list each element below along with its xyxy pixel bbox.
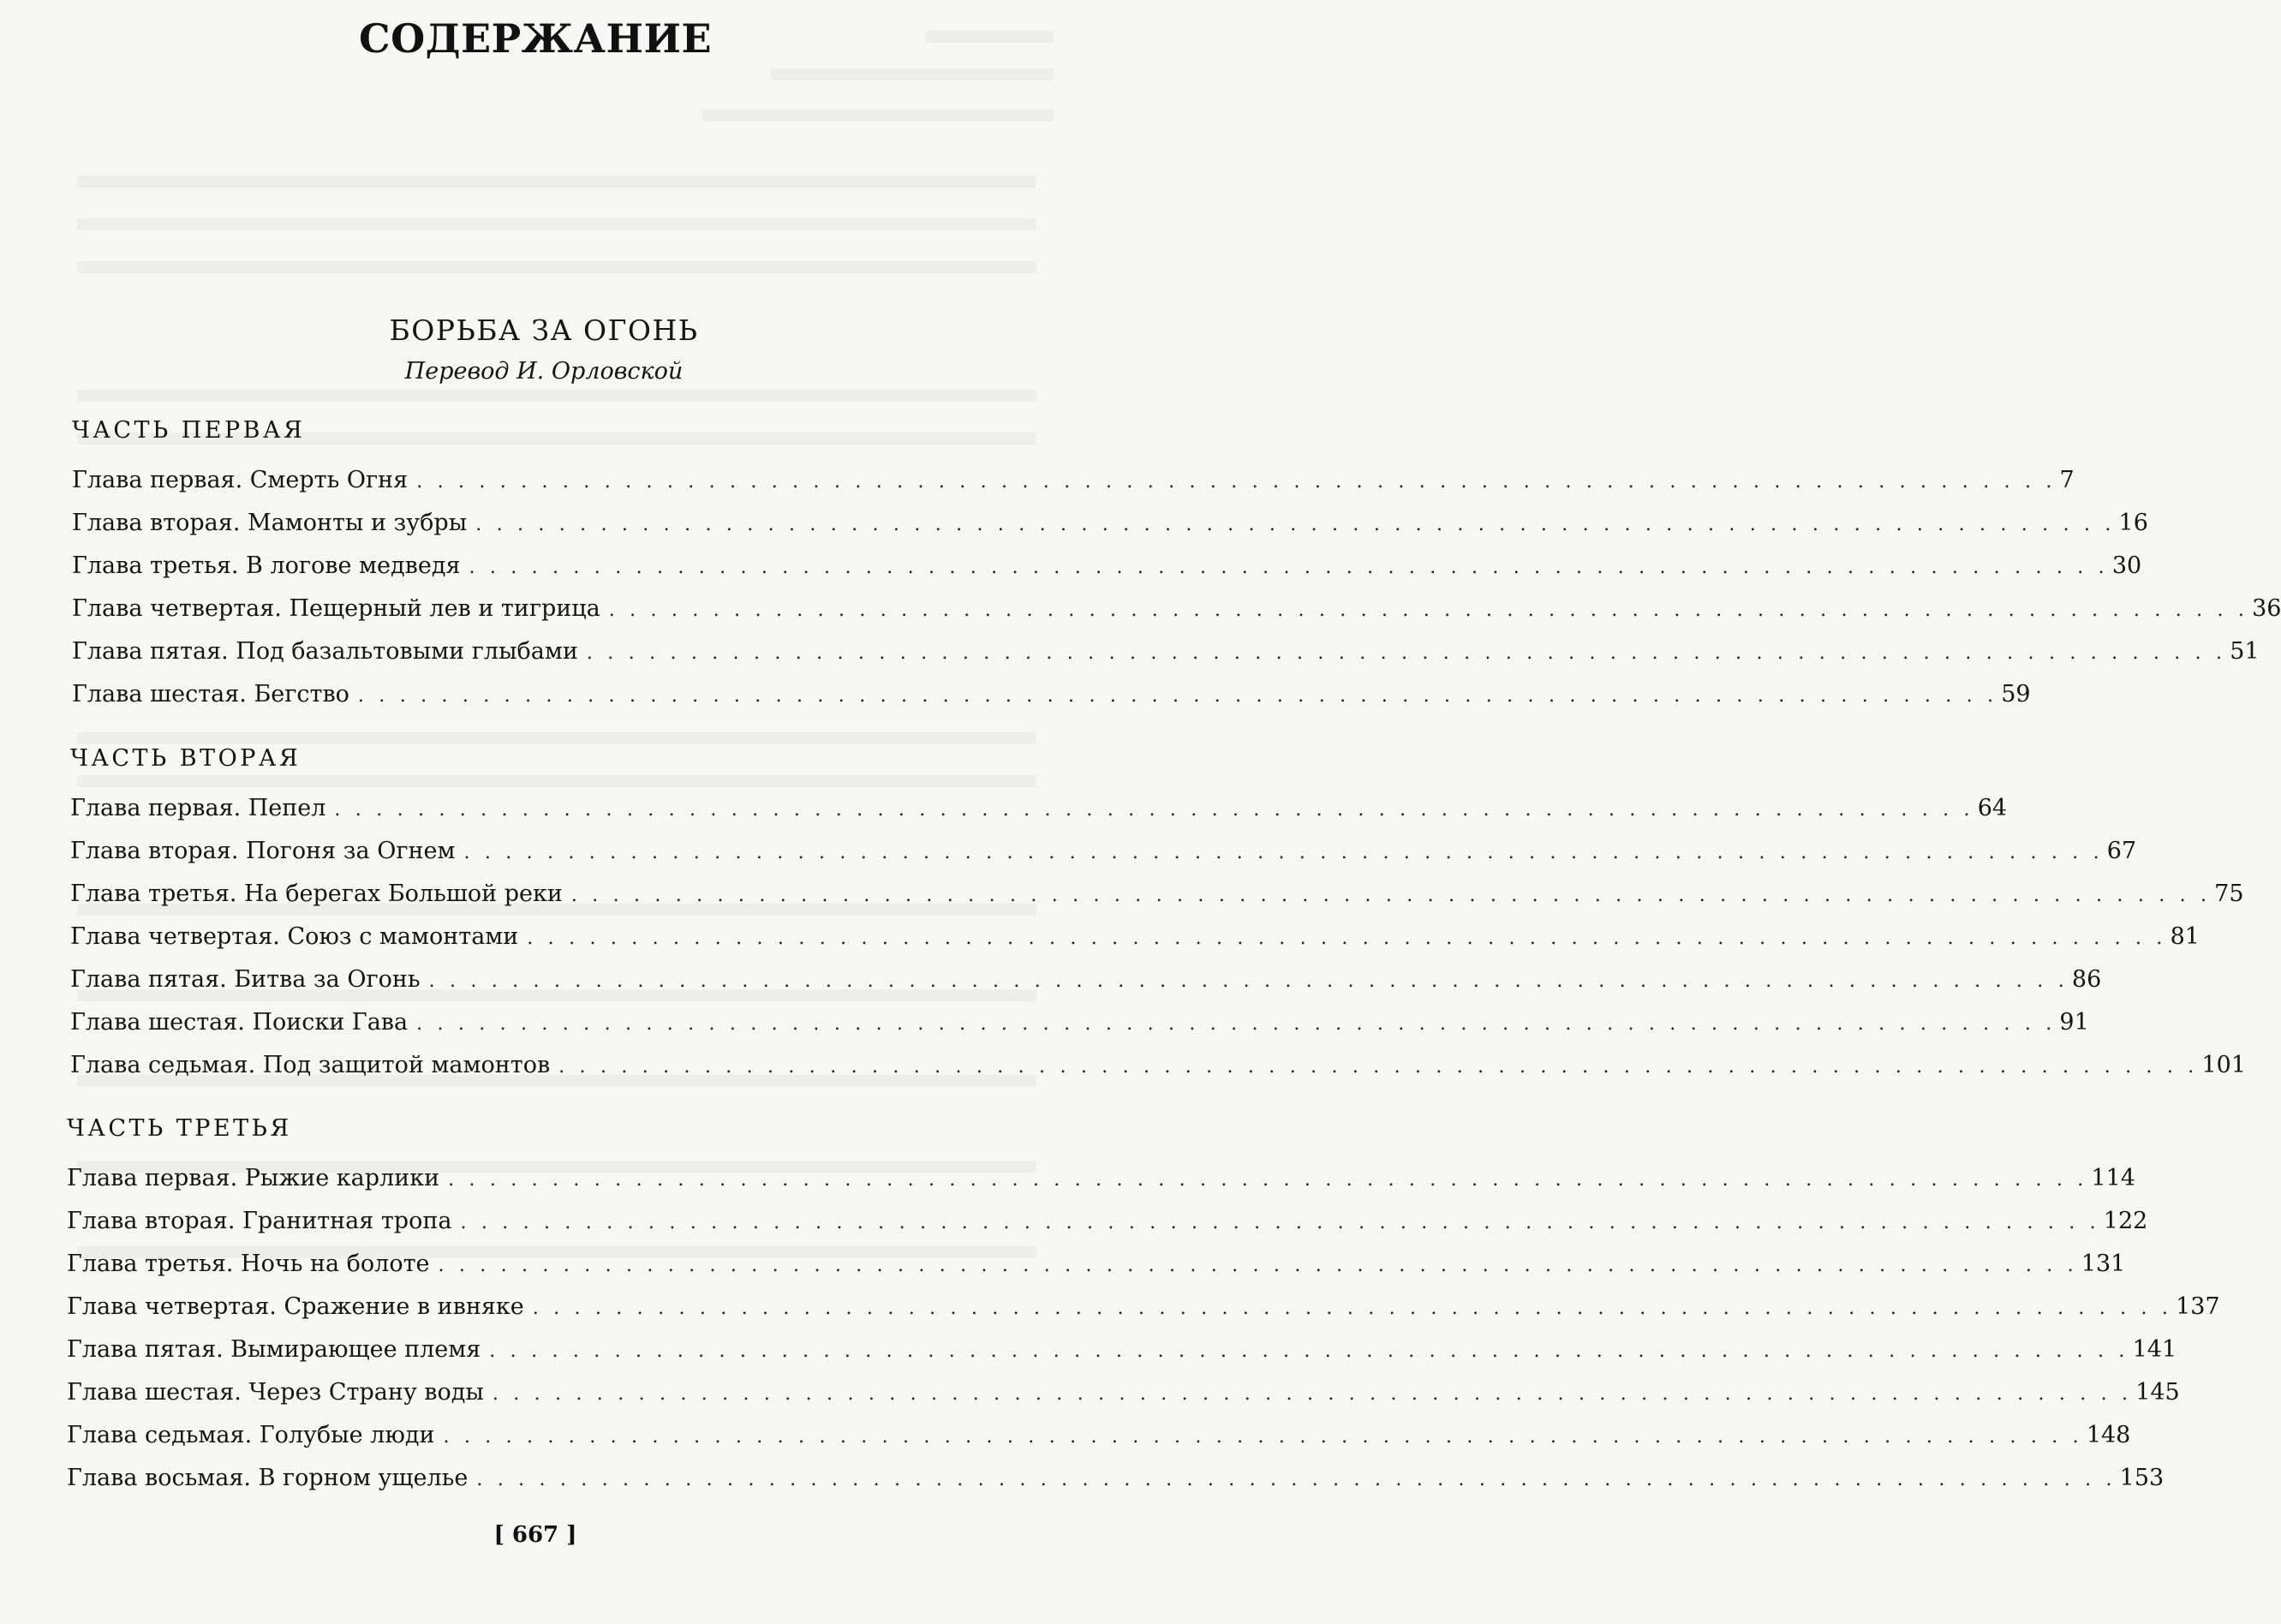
page-number: 36	[2252, 595, 2281, 622]
toc-entry[interactable]	[67, 1208, 2148, 1245]
leader-dots: . . . . . . . . . . . . . . . . . . . . . . . . . . . . . . . . . . . . . . . . . . . . . . . . . . . . . . . . . . . . . . . . . . . . . . . . . . . . . . .	[586, 642, 2227, 664]
page-number: 81	[2170, 923, 2200, 950]
part-heading: ЧАСТЬ ТРЕТЬЯ	[67, 1115, 292, 1142]
leader-dots: . . . . . . . . . . . . . . . . . . . . . . . . . . . . . . . . . . . . . . . . . . . . . . . . . . . . . . . . . . . . . . . . . . . . . . . . . . . . . . .	[489, 1340, 2129, 1362]
chapter-title: Глава первая. Рыжие карлики	[67, 1165, 440, 1191]
toc-entry[interactable]	[70, 838, 2137, 875]
leader-dots: . . . . . . . . . . . . . . . . . . . . . . . . . . . . . . . . . . . . . . . . . . . . . . . . . . . . . . . . . . . . . . . . . . . . . . . . . . . . . . .	[448, 1169, 2088, 1191]
page-title: СОДЕРЖАНИЕ	[358, 15, 713, 62]
page-number: 86	[2071, 966, 2102, 993]
page-number: 59	[2001, 681, 2031, 708]
chapter-title: Глава пятая. Битва за Огонь	[70, 966, 421, 993]
chapter-title: Глава седьмая. Под защитой мамонтов	[70, 1052, 551, 1078]
chapter-title: Глава третья. На берегах Большой реки	[70, 881, 563, 907]
toc-entry[interactable]	[72, 510, 2148, 547]
leader-dots: . . . . . . . . . . . . . . . . . . . . . . . . . . . . . . . . . . . . . . . . . . . . . . . . . . . . . . . . . . . . . . . . . . . . . . . . . . . . . . .	[469, 557, 2109, 578]
chapter-title: Глава восьмая. В горном ущелье	[67, 1465, 469, 1491]
chapter-title: Глава третья. Ночь на болоте	[67, 1251, 430, 1277]
leader-dots: . . . . . . . . . . . . . . . . . . . . . . . . . . . . . . . . . . . . . . . . . . . . . . . . . . . . . . . . . . . . . . . . . . . . . . . . . . . . . . .	[428, 970, 2069, 992]
leader-dots: . . . . . . . . . . . . . . . . . . . . . . . . . . . . . . . . . . . . . . . . . . . . . . . . . . . . . . . . . . . . . . . . . . . . . . . . . . . . . . .	[416, 1013, 2057, 1035]
toc-entry[interactable]	[67, 1379, 2180, 1417]
page-number: 16	[2118, 510, 2148, 536]
page-number: 51	[2230, 638, 2260, 665]
page-number: 137	[2176, 1293, 2220, 1320]
leader-dots: . . . . . . . . . . . . . . . . . . . . . . . . . . . . . . . . . . . . . . . . . . . . . . . . . . . . . . . . . . . . . . . . . . . . . . . . . . . . . . .	[570, 885, 2212, 906]
chapter-title: Глава вторая. Погоня за Огнем	[70, 838, 456, 864]
chapter-title: Глава пятая. Под базальтовыми глыбами	[72, 638, 578, 665]
chapter-title: Глава шестая. Через Страну воды	[67, 1379, 484, 1406]
toc-entry[interactable]	[67, 1465, 2165, 1502]
toc-entry[interactable]	[67, 1422, 2131, 1460]
page-number: 64	[1977, 795, 2008, 821]
leader-dots: . . . . . . . . . . . . . . . . . . . . . . . . . . . . . . . . . . . . . . . . . . . . . . . . . . . . . . . . . . . . . . . . . . . . . . . . . . . . . . .	[460, 1212, 2100, 1233]
toc-entry[interactable]	[72, 638, 2260, 676]
toc-entry[interactable]	[67, 1251, 2126, 1288]
leader-dots: . . . . . . . . . . . . . . . . . . . . . . . . . . . . . . . . . . . . . . . . . . . . . . . . . . . . . . . . . . . . . . . . . . . . . . . . . . . . . . .	[443, 1426, 2083, 1448]
chapter-title: Глава вторая. Мамонты и зубры	[72, 510, 468, 536]
page-number: 75	[2214, 881, 2244, 907]
work-title: БОРЬБА ЗА ОГОНЬ	[389, 313, 699, 347]
leader-dots: . . . . . . . . . . . . . . . . . . . . . . . . . . . . . . . . . . . . . . . . . . . . . . . . . . . . . . . . . . . . . . . . . . . . . . . . . . . . . . .	[558, 1056, 2199, 1078]
leader-dots: . . . . . . . . . . . . . . . . . . . . . . . . . . . . . . . . . . . . . . . . . . . . . . . . . . . . . . . . . . . . . . . . . . . . . . . . . . . . . . .	[463, 842, 2104, 863]
toc-entry[interactable]	[72, 552, 2142, 590]
toc-entry[interactable]	[72, 467, 2075, 505]
leader-dots: . . . . . . . . . . . . . . . . . . . . . . . . . . . . . . . . . . . . . . . . . . . . . . . . . . . . . . . . . . . . . . . . . . . . . . . . . . . . . . .	[357, 685, 1998, 707]
page-number: 145	[2135, 1379, 2180, 1406]
part-heading: ЧАСТЬ ПЕРВАЯ	[72, 417, 306, 444]
page-folio: [ 667 ]	[493, 1522, 577, 1548]
chapter-title: Глава шестая. Бегство	[72, 681, 349, 708]
toc-entry[interactable]	[70, 881, 2244, 918]
leader-dots: . . . . . . . . . . . . . . . . . . . . . . . . . . . . . . . . . . . . . . . . . . . . . . . . . . . . . . . . . . . . . . . . . . . . . . . . . . . . . . .	[334, 799, 1974, 821]
toc-entry[interactable]	[67, 1165, 2135, 1203]
page-number: 101	[2201, 1052, 2247, 1078]
chapter-title: Глава пятая. Вымирающее племя	[67, 1336, 481, 1363]
page-number: 30	[2111, 552, 2142, 579]
leader-dots: . . . . . . . . . . . . . . . . . . . . . . . . . . . . . . . . . . . . . . . . . . . . . . . . . . . . . . . . . . . . . . . . . . . . . . . . . . . . . . .	[527, 928, 2167, 949]
page-number: 148	[2086, 1422, 2131, 1448]
translator-credit: Перевод И. Орловской	[404, 358, 684, 385]
chapter-title: Глава седьмая. Голубые люди	[67, 1422, 435, 1448]
toc-entry[interactable]	[72, 595, 2281, 633]
page-number: 7	[2059, 467, 2075, 493]
chapter-title: Глава четвертая. Пещерный лев и тигрица	[72, 595, 600, 622]
toc-entry[interactable]	[67, 1293, 2220, 1331]
part-heading: ЧАСТЬ ВТОРАЯ	[70, 745, 302, 772]
chapter-title: Глава четвертая. Союз с мамонтами	[70, 923, 519, 950]
leader-dots: . . . . . . . . . . . . . . . . . . . . . . . . . . . . . . . . . . . . . . . . . . . . . . . . . . . . . . . . . . . . . . . . . . . . . . . . . . . . . . .	[476, 1469, 2117, 1490]
toc-entry[interactable]	[70, 1052, 2247, 1090]
page-number: 141	[2132, 1336, 2177, 1363]
leader-dots: . . . . . . . . . . . . . . . . . . . . . . . . . . . . . . . . . . . . . . . . . . . . . . . . . . . . . . . . . . . . . . . . . . . . . . . . . . . . . . .	[438, 1255, 2078, 1276]
page-number: 153	[2119, 1465, 2165, 1491]
leader-dots: . . . . . . . . . . . . . . . . . . . . . . . . . . . . . . . . . . . . . . . . . . . . . . . . . . . . . . . . . . . . . . . . . . . . . . . . . . . . . . .	[416, 471, 2057, 493]
toc-entry[interactable]	[70, 966, 2102, 1004]
leader-dots: . . . . . . . . . . . . . . . . . . . . . . . . . . . . . . . . . . . . . . . . . . . . . . . . . . . . . . . . . . . . . . . . . . . . . . . . . . . . . . .	[492, 1383, 2133, 1405]
toc-entry[interactable]	[72, 681, 2031, 719]
page-number: 67	[2106, 838, 2137, 864]
leader-dots: . . . . . . . . . . . . . . . . . . . . . . . . . . . . . . . . . . . . . . . . . . . . . . . . . . . . . . . . . . . . . . . . . . . . . . . . . . . . . . .	[608, 600, 2249, 621]
page-number: 131	[2081, 1251, 2126, 1277]
page-number: 114	[2091, 1165, 2135, 1191]
chapter-title: Глава шестая. Поиски Гава	[70, 1009, 409, 1036]
page-number: 91	[2059, 1009, 2089, 1036]
toc-entry[interactable]	[67, 1336, 2177, 1374]
leader-dots: . . . . . . . . . . . . . . . . . . . . . . . . . . . . . . . . . . . . . . . . . . . . . . . . . . . . . . . . . . . . . . . . . . . . . . . . . . . . . . .	[532, 1298, 2173, 1319]
chapter-title: Глава четвертая. Сражение в ивняке	[67, 1293, 524, 1320]
chapter-title: Глава первая. Пепел	[70, 795, 326, 821]
toc-entry[interactable]	[70, 1009, 2089, 1047]
page-number: 122	[2103, 1208, 2148, 1234]
toc-entry[interactable]	[70, 923, 2200, 961]
chapter-title: Глава третья. В логове медведя	[72, 552, 461, 579]
toc-entry[interactable]	[70, 795, 2008, 833]
leader-dots: . . . . . . . . . . . . . . . . . . . . . . . . . . . . . . . . . . . . . . . . . . . . . . . . . . . . . . . . . . . . . . . . . . . . . . . . . . . . . . .	[475, 514, 2116, 535]
chapter-title: Глава первая. Смерть Огня	[72, 467, 409, 493]
chapter-title: Глава вторая. Гранитная тропа	[67, 1208, 452, 1234]
